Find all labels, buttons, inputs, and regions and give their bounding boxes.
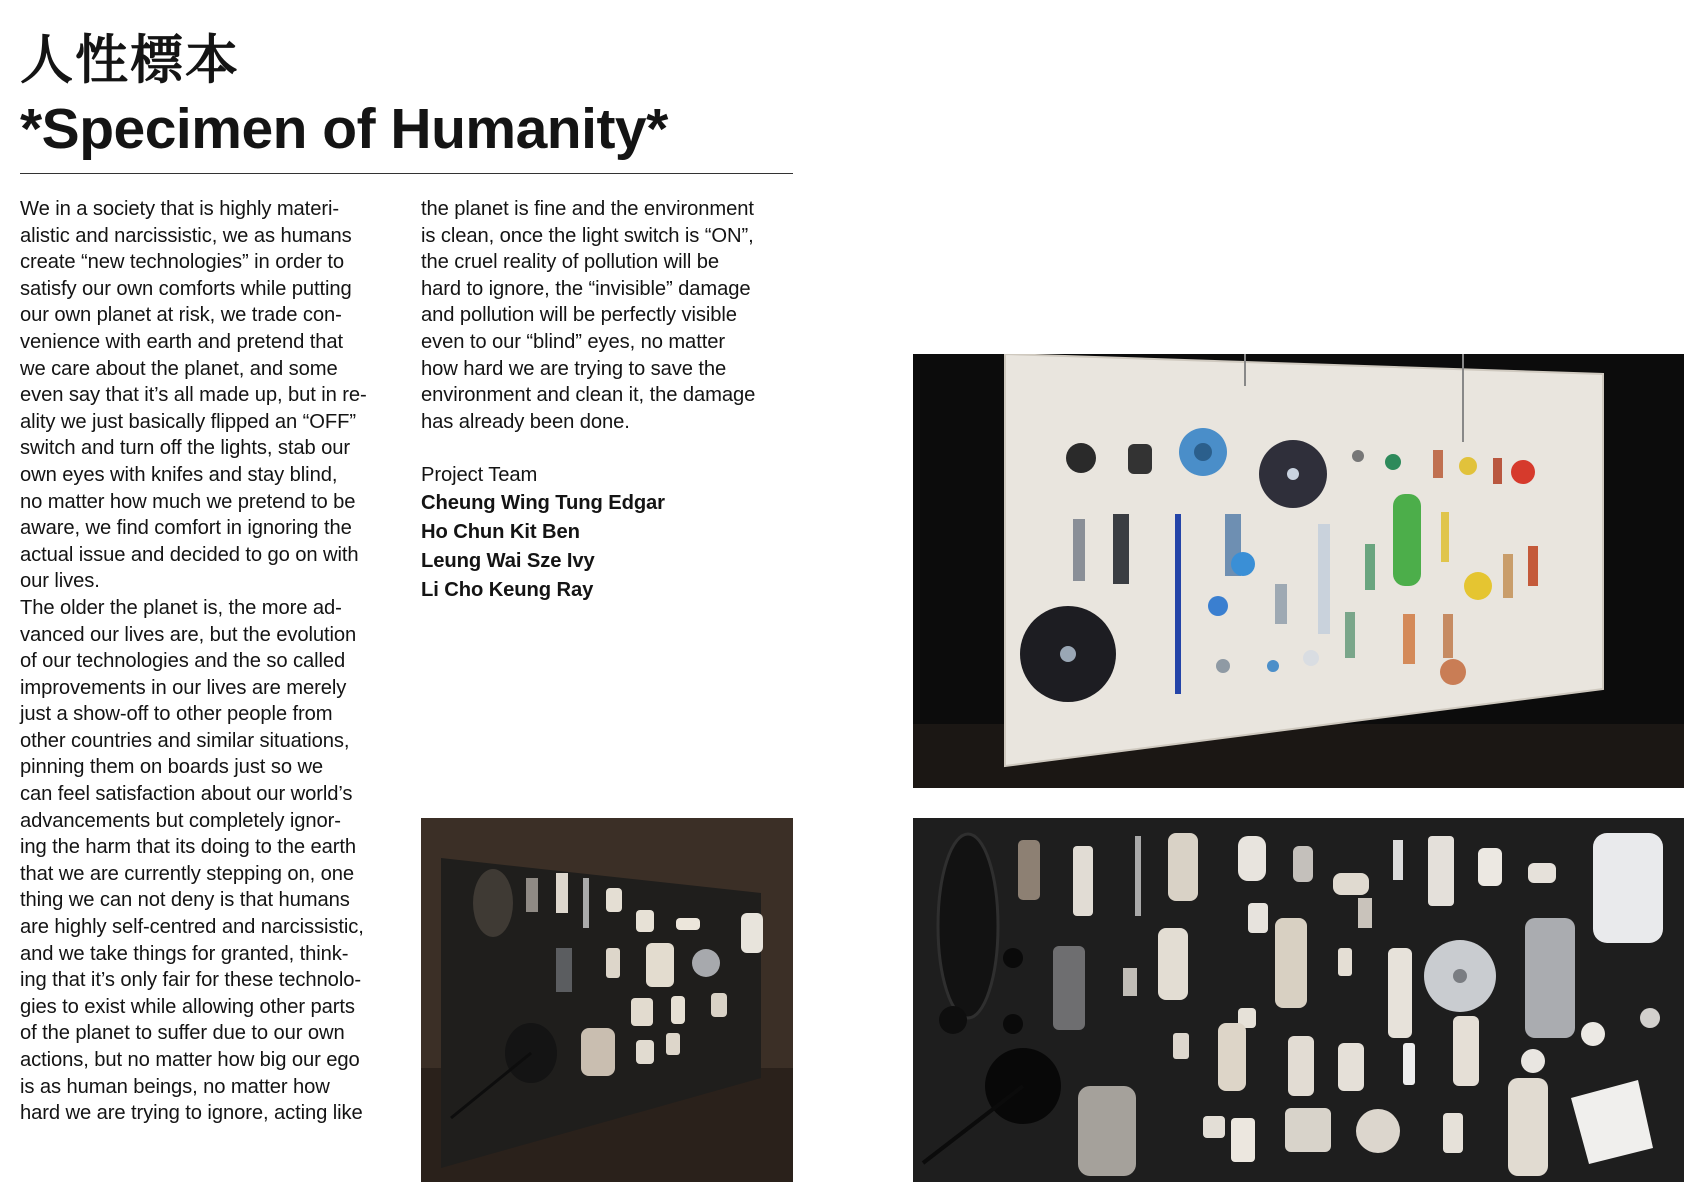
team-member-3: Leung Wai Sze Ivy <box>421 549 595 572</box>
body-paragraph-2: The older the planet is, the more ad- vanced our lives are, but the evolution of our technologies and the so called improvements in our lives are merely just a show-off to other people from other countries and similar situations, pinning them on boards just so we can feel satisfaction about our world’s advancements but completely ignor- ing the harm that its doing to the earth that we are currently stepping on, one thing we can not deny is that humans are highly self-centred and narcissistic, and we take things for granted, think- ing that it’s only fair for these technolo- gies to exist while allowing other parts of the planet to suffer due to our own actions, but no matter how big our ego is as human beings, no matter how hard we are trying to ignore, acting like <box>20 596 364 1125</box>
photo-dark-board-closeup <box>913 818 1684 1182</box>
title-divider <box>20 173 793 174</box>
photo-dark-board-angled <box>421 818 793 1182</box>
title-english: *Specimen of Humanity* <box>20 97 668 161</box>
photo-white-board-installation <box>913 354 1684 788</box>
project-team-label: Project Team <box>421 463 538 486</box>
text-column-1 <box>20 196 410 1127</box>
body-paragraph-3: the planet is fine and the environment is clean, once the light switch is “ON”, the cruel reality of pollution will be hard to ignore, the “invisible” damage and pollution will be perfectly visible even to our “blind” eyes, no matter how hard we are trying to save the environment and clean it, the damage has already been done. <box>421 198 756 433</box>
team-member-4: Li Cho Keung Ray <box>421 578 594 601</box>
team-member-2: Ho Chun Kit Ben <box>421 520 580 543</box>
body-paragraph-1: We in a society that is highly materi- alistic and narcissistic, we as humans create “new technologies” in order to satisfy our own comforts while putting our own planet at risk, we trade con- venience with earth and pretend that we care about the planet, and some even say that it’s all made up, but in re- ality we just basically flipped an “OFF” switch and turn off the lights, stab our own eyes with knifes and stay blind, no matter how much we pretend to be aware, we find comfort in ignoring the actual issue and decided to go on with our lives. <box>20 198 367 593</box>
team-member-1: Cheung Wing Tung Edgar <box>421 491 665 514</box>
text-column-2 <box>421 196 811 605</box>
title-chinese: 人性標本 <box>20 30 240 91</box>
